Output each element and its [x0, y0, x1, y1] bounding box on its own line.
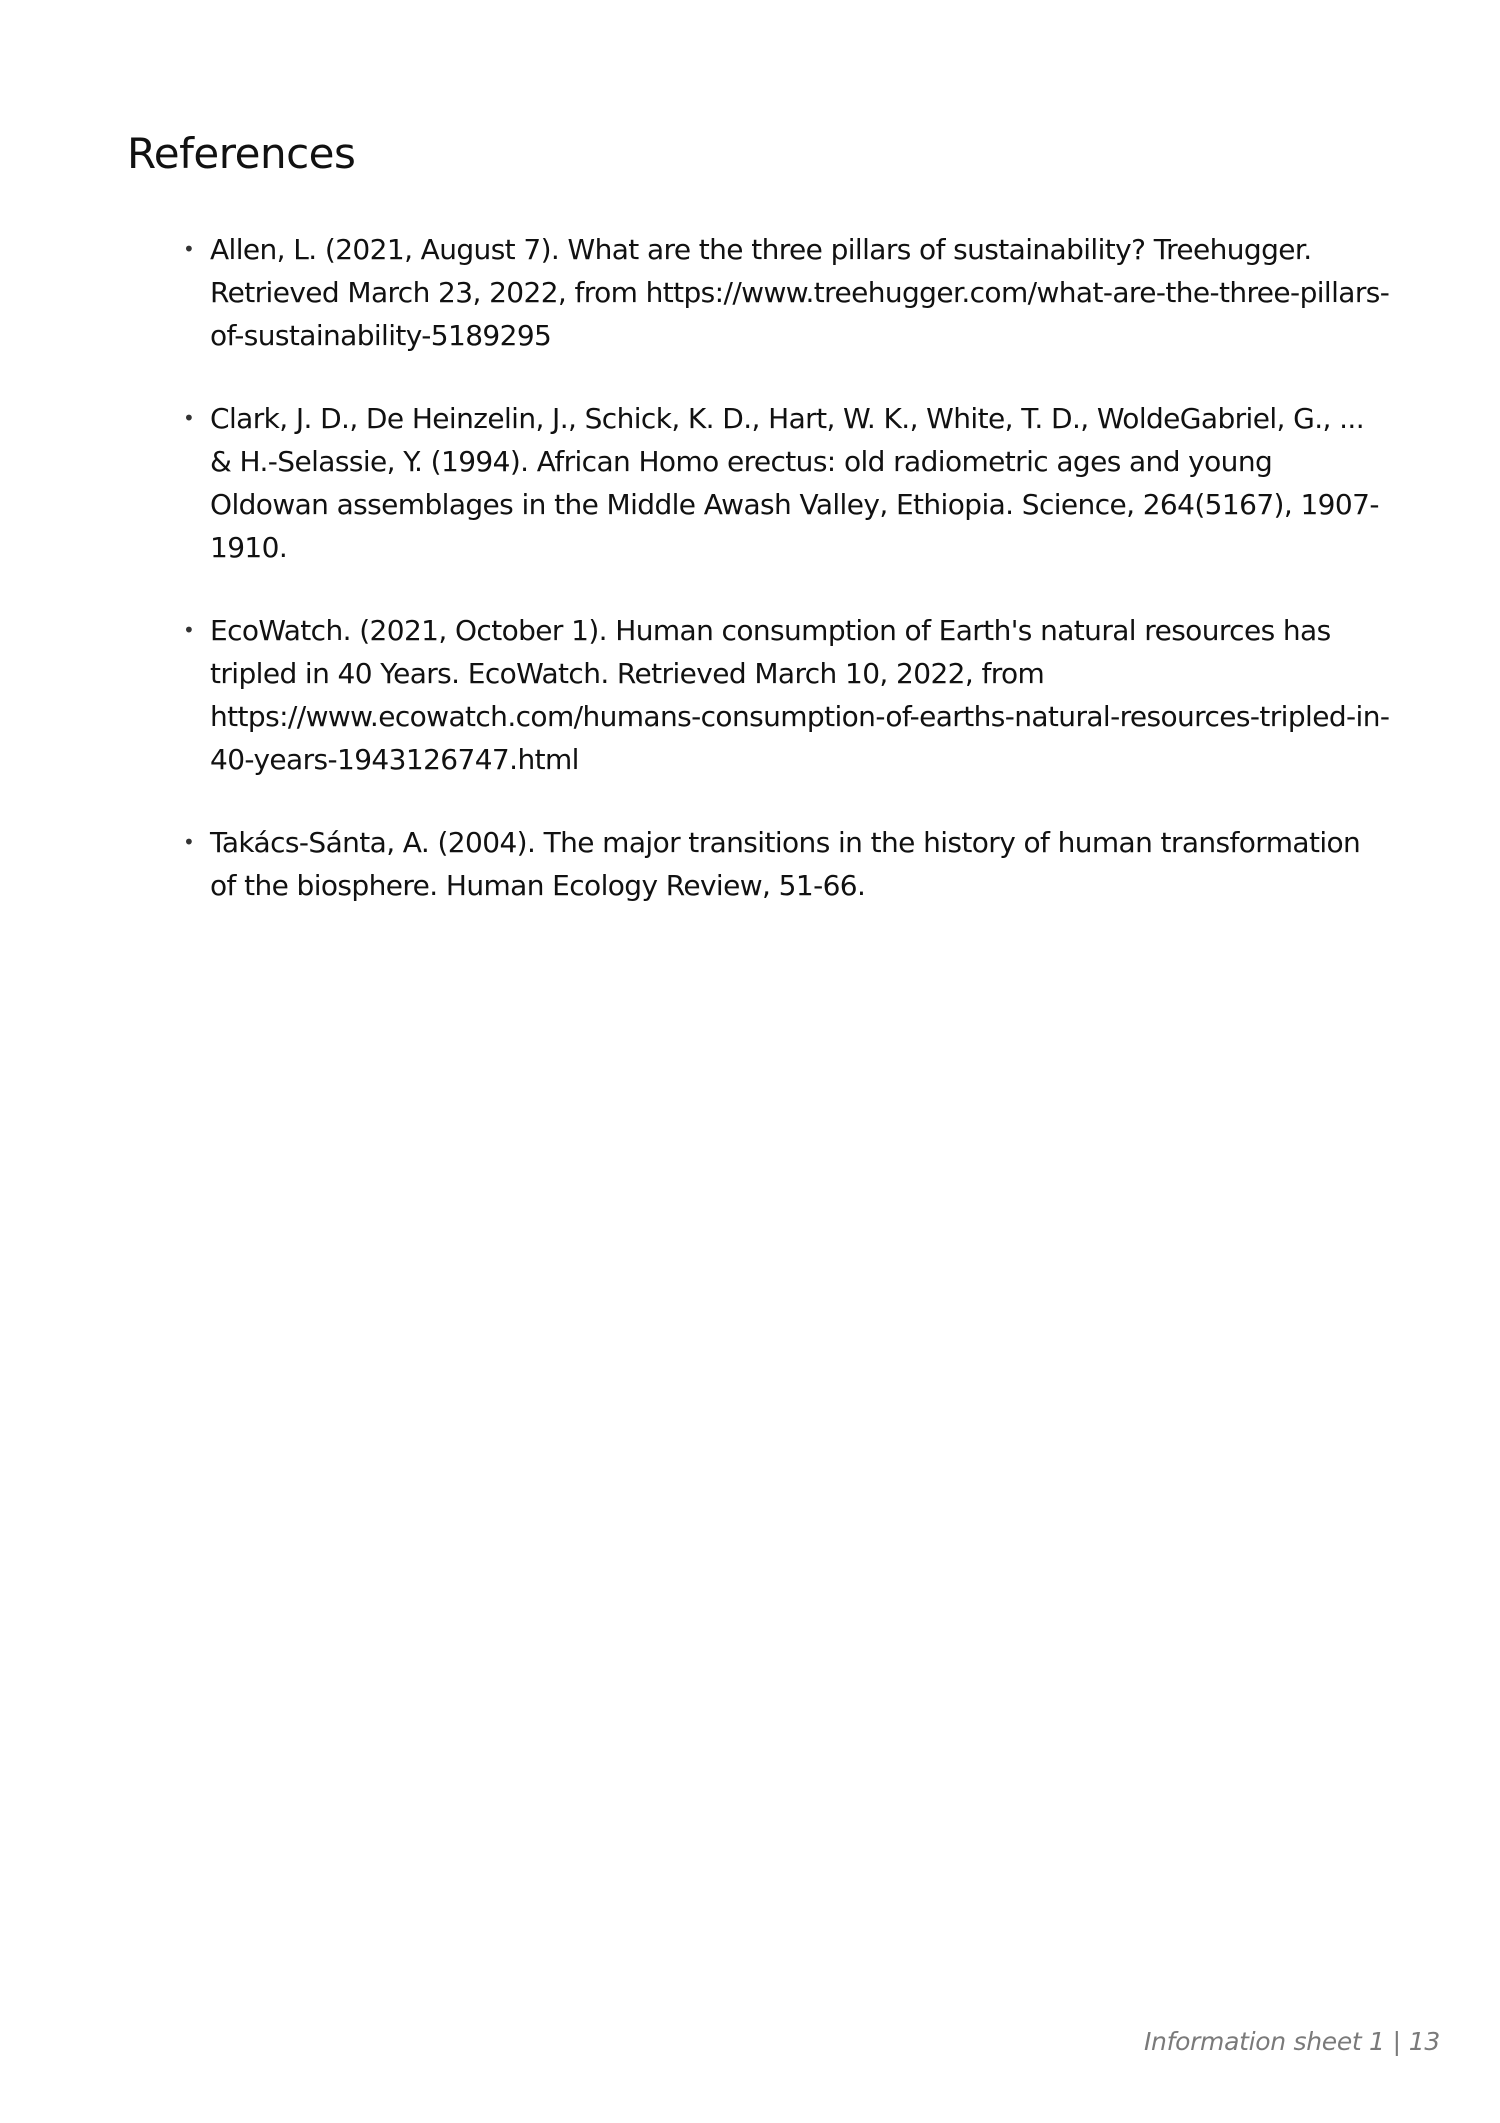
- bullet-icon: •: [183, 618, 195, 642]
- page-title: References: [127, 129, 356, 178]
- reference-list: [183, 228, 1393, 947]
- footer-label: Information sheet 1: [1143, 2027, 1385, 2056]
- reference-item: [183, 397, 1393, 569]
- reference-item: [183, 821, 1393, 907]
- page-footer: [1144, 2026, 1440, 2058]
- bullet-icon: •: [183, 830, 195, 854]
- reference-text: EcoWatch. (2021, October 1). Human consumption of Earth's natural resources has tripled in 40 Years. EcoWatch. Retrieved March 10, 2022, from https://www.ecowatch.com/humans-consumption-of-earths-natural-resources-tripled-in-40-years-1943126747.html: [210, 614, 1390, 776]
- bullet-icon: •: [183, 406, 195, 430]
- reference-text: Clark, J. D., De Heinzelin, J., Schick, K. D., Hart, W. K., White, T. D., WoldeGabriel, G., ... & H.-Selassie, Y. (1994). African Homo erectus: old radiometric ages and young Oldowan assemblages in the Middle Awash Valley, Ethiopia. Science, 264(5167), 1907-1910.: [210, 402, 1379, 564]
- reference-item: [183, 228, 1393, 357]
- page-number: 13: [1408, 2027, 1440, 2056]
- footer-separator: |: [1392, 2027, 1401, 2056]
- bullet-icon: •: [183, 237, 195, 261]
- reference-text: Allen, L. (2021, August 7). What are the three pillars of sustainability? Treehugger. Retrieved March 23, 2022, from https://www.treehugger.com/what-are-the-three-pillars-of-sustainability-5189295: [210, 233, 1390, 352]
- reference-text: Takács-Sánta, A. (2004). The major transitions in the history of human transformation of the biosphere. Human Ecology Review, 51-66.: [210, 826, 1361, 902]
- reference-item: [183, 609, 1393, 781]
